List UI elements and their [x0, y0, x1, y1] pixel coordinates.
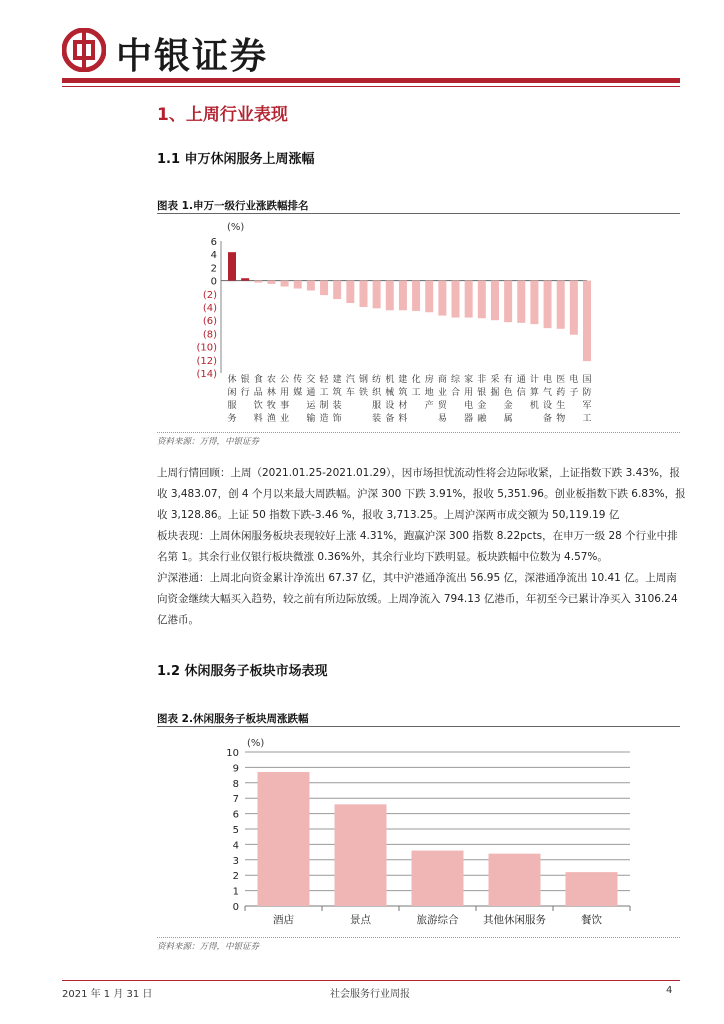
figure-2-caption-rule [157, 726, 680, 727]
subsection-2-title: 1.2 休闲服务子板块市场表现 [157, 664, 328, 679]
chart-1-bar [557, 281, 565, 329]
chart-2-category-label: 餐饮 [581, 914, 602, 926]
chart-1-bar [491, 281, 499, 321]
chart-2-bar [489, 854, 541, 906]
chart-2-ytick-label: 4 [232, 840, 239, 852]
chart-1-ylabel: (%) [227, 222, 245, 233]
chart-2-category-label: 景点 [350, 914, 371, 926]
chart-1-ytick-label: 2 [210, 263, 217, 275]
chart-1-bar [425, 281, 433, 313]
chart-2-bar [412, 851, 464, 906]
footer-report-name: 社会服务行业周报 [330, 989, 410, 1000]
chart-1-category-label: 房地产 [424, 375, 434, 411]
chart-1-bar [452, 281, 460, 318]
chart-2-bar [335, 804, 387, 906]
chart-1-category-label: 计算机 [529, 375, 539, 411]
chart-1-bar [478, 281, 486, 319]
chart-1-bar [583, 281, 591, 362]
chart-1-bar [570, 281, 578, 335]
chart-1-bar [254, 281, 262, 283]
chart-1-category-label: 交通运输 [306, 375, 316, 424]
chart-1-bar [294, 281, 302, 289]
chart-1-ytick-label: 4 [210, 250, 217, 262]
header-rule [62, 78, 680, 83]
figure-2-source: 资料来源：万得，中银证券 [157, 942, 260, 952]
chart-1-ytick-label: (12) [196, 355, 217, 367]
chart-1-bar [399, 281, 407, 311]
chart-1-ytick-label: 0 [210, 276, 217, 288]
chart-1-category-label: 采掘 [490, 375, 500, 398]
footer-date: 2021 年 1 月 31 日 [62, 989, 153, 1000]
chart-2-bar [258, 772, 310, 906]
chart-1-category-label: 建筑装饰 [332, 375, 342, 424]
chart-1-category-label: 钢铁 [358, 375, 368, 398]
header-rule-thin [62, 86, 680, 87]
chart-1-category-label: 轻工制造 [319, 375, 329, 424]
chart-1-category-label: 国防军工 [582, 375, 592, 424]
subsection-1-title: 1.1 申万休闲服务上周涨幅 [157, 152, 315, 167]
chart-1-category-label: 银行 [240, 375, 250, 398]
chart-1-bar [530, 281, 538, 325]
chart-1-bar [517, 281, 525, 323]
chart-2-ytick-label: 7 [232, 794, 239, 806]
figure-2-bottom-rule [157, 937, 680, 938]
chart-1-category-label: 传媒 [293, 375, 303, 398]
chart-1-ytick-label: (8) [202, 329, 217, 341]
chart-1-category-label: 有色金属 [503, 375, 513, 424]
chart-1-bar [465, 281, 473, 318]
chart-1-category-label: 机械设备 [385, 375, 395, 424]
chart-2-category-label: 其他休闲服务 [483, 914, 546, 926]
chart-1-bar [386, 281, 394, 311]
chart-1-bar [544, 281, 552, 329]
chart-1-bar [438, 281, 446, 316]
chart-1-category-label: 非银金融 [477, 375, 487, 424]
chart-1-bar [241, 278, 249, 280]
chart-2-ytick-label: 5 [232, 825, 239, 836]
chart-2-ylabel: (%) [247, 738, 265, 749]
chart-1-ytick-label: (10) [196, 342, 217, 354]
chart-1-bar [281, 281, 289, 287]
chart-1-ytick-label: (14) [196, 369, 217, 380]
chart-2-ytick-label: 6 [232, 809, 239, 821]
chart-2-ytick-label: 1 [232, 886, 239, 898]
chart-2-category-label: 旅游综合 [416, 914, 459, 926]
section-title: 1、上周行业表现 [157, 105, 288, 125]
chart-1-bar [373, 281, 381, 309]
footer-rule [62, 980, 680, 981]
chart-1-category-label: 建筑材料 [398, 375, 408, 424]
chart-1-category-label: 化工 [411, 375, 421, 398]
chart-1-category-label: 家用电器 [464, 375, 474, 424]
chart-1-category-label: 商业贸易 [437, 375, 447, 424]
chart-1-category-label: 通信 [516, 375, 526, 398]
chart-1-ytick-label: (4) [202, 303, 217, 314]
chart-1-category-label: 电子 [569, 375, 579, 398]
chart-1-bar [346, 281, 354, 303]
chart-1-category-label: 公用事业 [280, 375, 290, 424]
chart-1-category-label: 食品饮料 [253, 375, 263, 424]
chart-1-category-label: 纺织服装 [372, 375, 382, 424]
chart-2-category-label: 酒店 [273, 914, 294, 926]
chart-1-ytick-label: 6 [210, 237, 217, 248]
chart-2-ytick-label: 0 [232, 902, 239, 913]
chart-2-ytick-label: 3 [232, 855, 239, 867]
chart-1-bar [228, 252, 236, 280]
figure-1-source: 资料来源：万得，中银证券 [157, 437, 260, 447]
chart-1-ytick-label: (2) [202, 289, 217, 301]
paragraph-market-review: 上周行情回顾：上周（2021.01.25-2021.01.29），因市场担忧流动性将会边际收紧，上证指数下跌 3.43%，报收 3,483.07，创 4 个月以来最大周跌幅。沪深 300 下跌 3.91%，报收 5,351.96。创业板指数下跌 6.83%，报收 3,128.86。上证 50 指数下跌-3.46 %，报收 3,713.25。上周沪深两市成交额为 50,119.19 亿 [157, 467, 686, 521]
chart-1-bar [267, 281, 275, 284]
chart-1-bar [412, 281, 420, 311]
paragraph-stock-connect: 沪深港通：上周北向资金累计净流出 67.37 亿，其中沪港通净流出 56.95 亿，深港通净流出 10.41 亿。上周南向资金继续大幅买入趋势，较之前有所边际放缓。上周净流入 794.13 亿港币，年初至今已累计净买入 3106.24 亿港币。 [157, 572, 678, 626]
brand-name: 中银证券 [116, 35, 269, 77]
figure-1-caption-rule [157, 213, 680, 214]
chart-2-ytick-label: 10 [226, 748, 239, 759]
chart-1-ytick-label: (6) [202, 316, 217, 328]
chart-1-bar [307, 281, 315, 291]
chart-1-bar [333, 281, 341, 299]
chart-2-ytick-label: 8 [232, 778, 239, 790]
chart-1-bar [504, 281, 512, 323]
chart-1-category-label: 休闲服务 [227, 375, 237, 424]
figure-2-caption: 图表 2.休闲服务子板块周涨跌幅 [157, 713, 309, 725]
chart-1-category-label: 农林牧渔 [266, 375, 276, 424]
chart-1-bar [359, 281, 367, 307]
chart-1-category-label: 医药生物 [556, 375, 566, 424]
chart-1-category-label: 汽车 [345, 375, 355, 398]
footer-page-number: 4 [666, 985, 673, 996]
chart-2-ytick-label: 9 [232, 763, 239, 775]
chart-2 [157, 730, 680, 935]
chart-1-bar [320, 281, 328, 296]
brand-logo-icon [62, 28, 106, 72]
chart-1-category-label: 电气设备 [543, 375, 553, 424]
chart-2-ytick-label: 2 [232, 871, 239, 883]
paragraph-sector-performance: 板块表现：上周休闲服务板块表现较好上涨 4.31%，跑赢沪深 300 指数 8.22pcts，在申万一级 28 个行业中排名第 1。其余行业仅银行板块微涨 0.36%外，其余行业均下跌明显。板块跌幅中位数为 4.57%。 [157, 530, 678, 563]
figure-1-caption: 图表 1.申万一级行业涨跌幅排名 [157, 200, 309, 212]
chart-2-bar [566, 872, 618, 906]
figure-1-bottom-rule [157, 432, 680, 433]
chart-1 [157, 216, 680, 436]
chart-1-category-label: 综合 [451, 375, 461, 398]
